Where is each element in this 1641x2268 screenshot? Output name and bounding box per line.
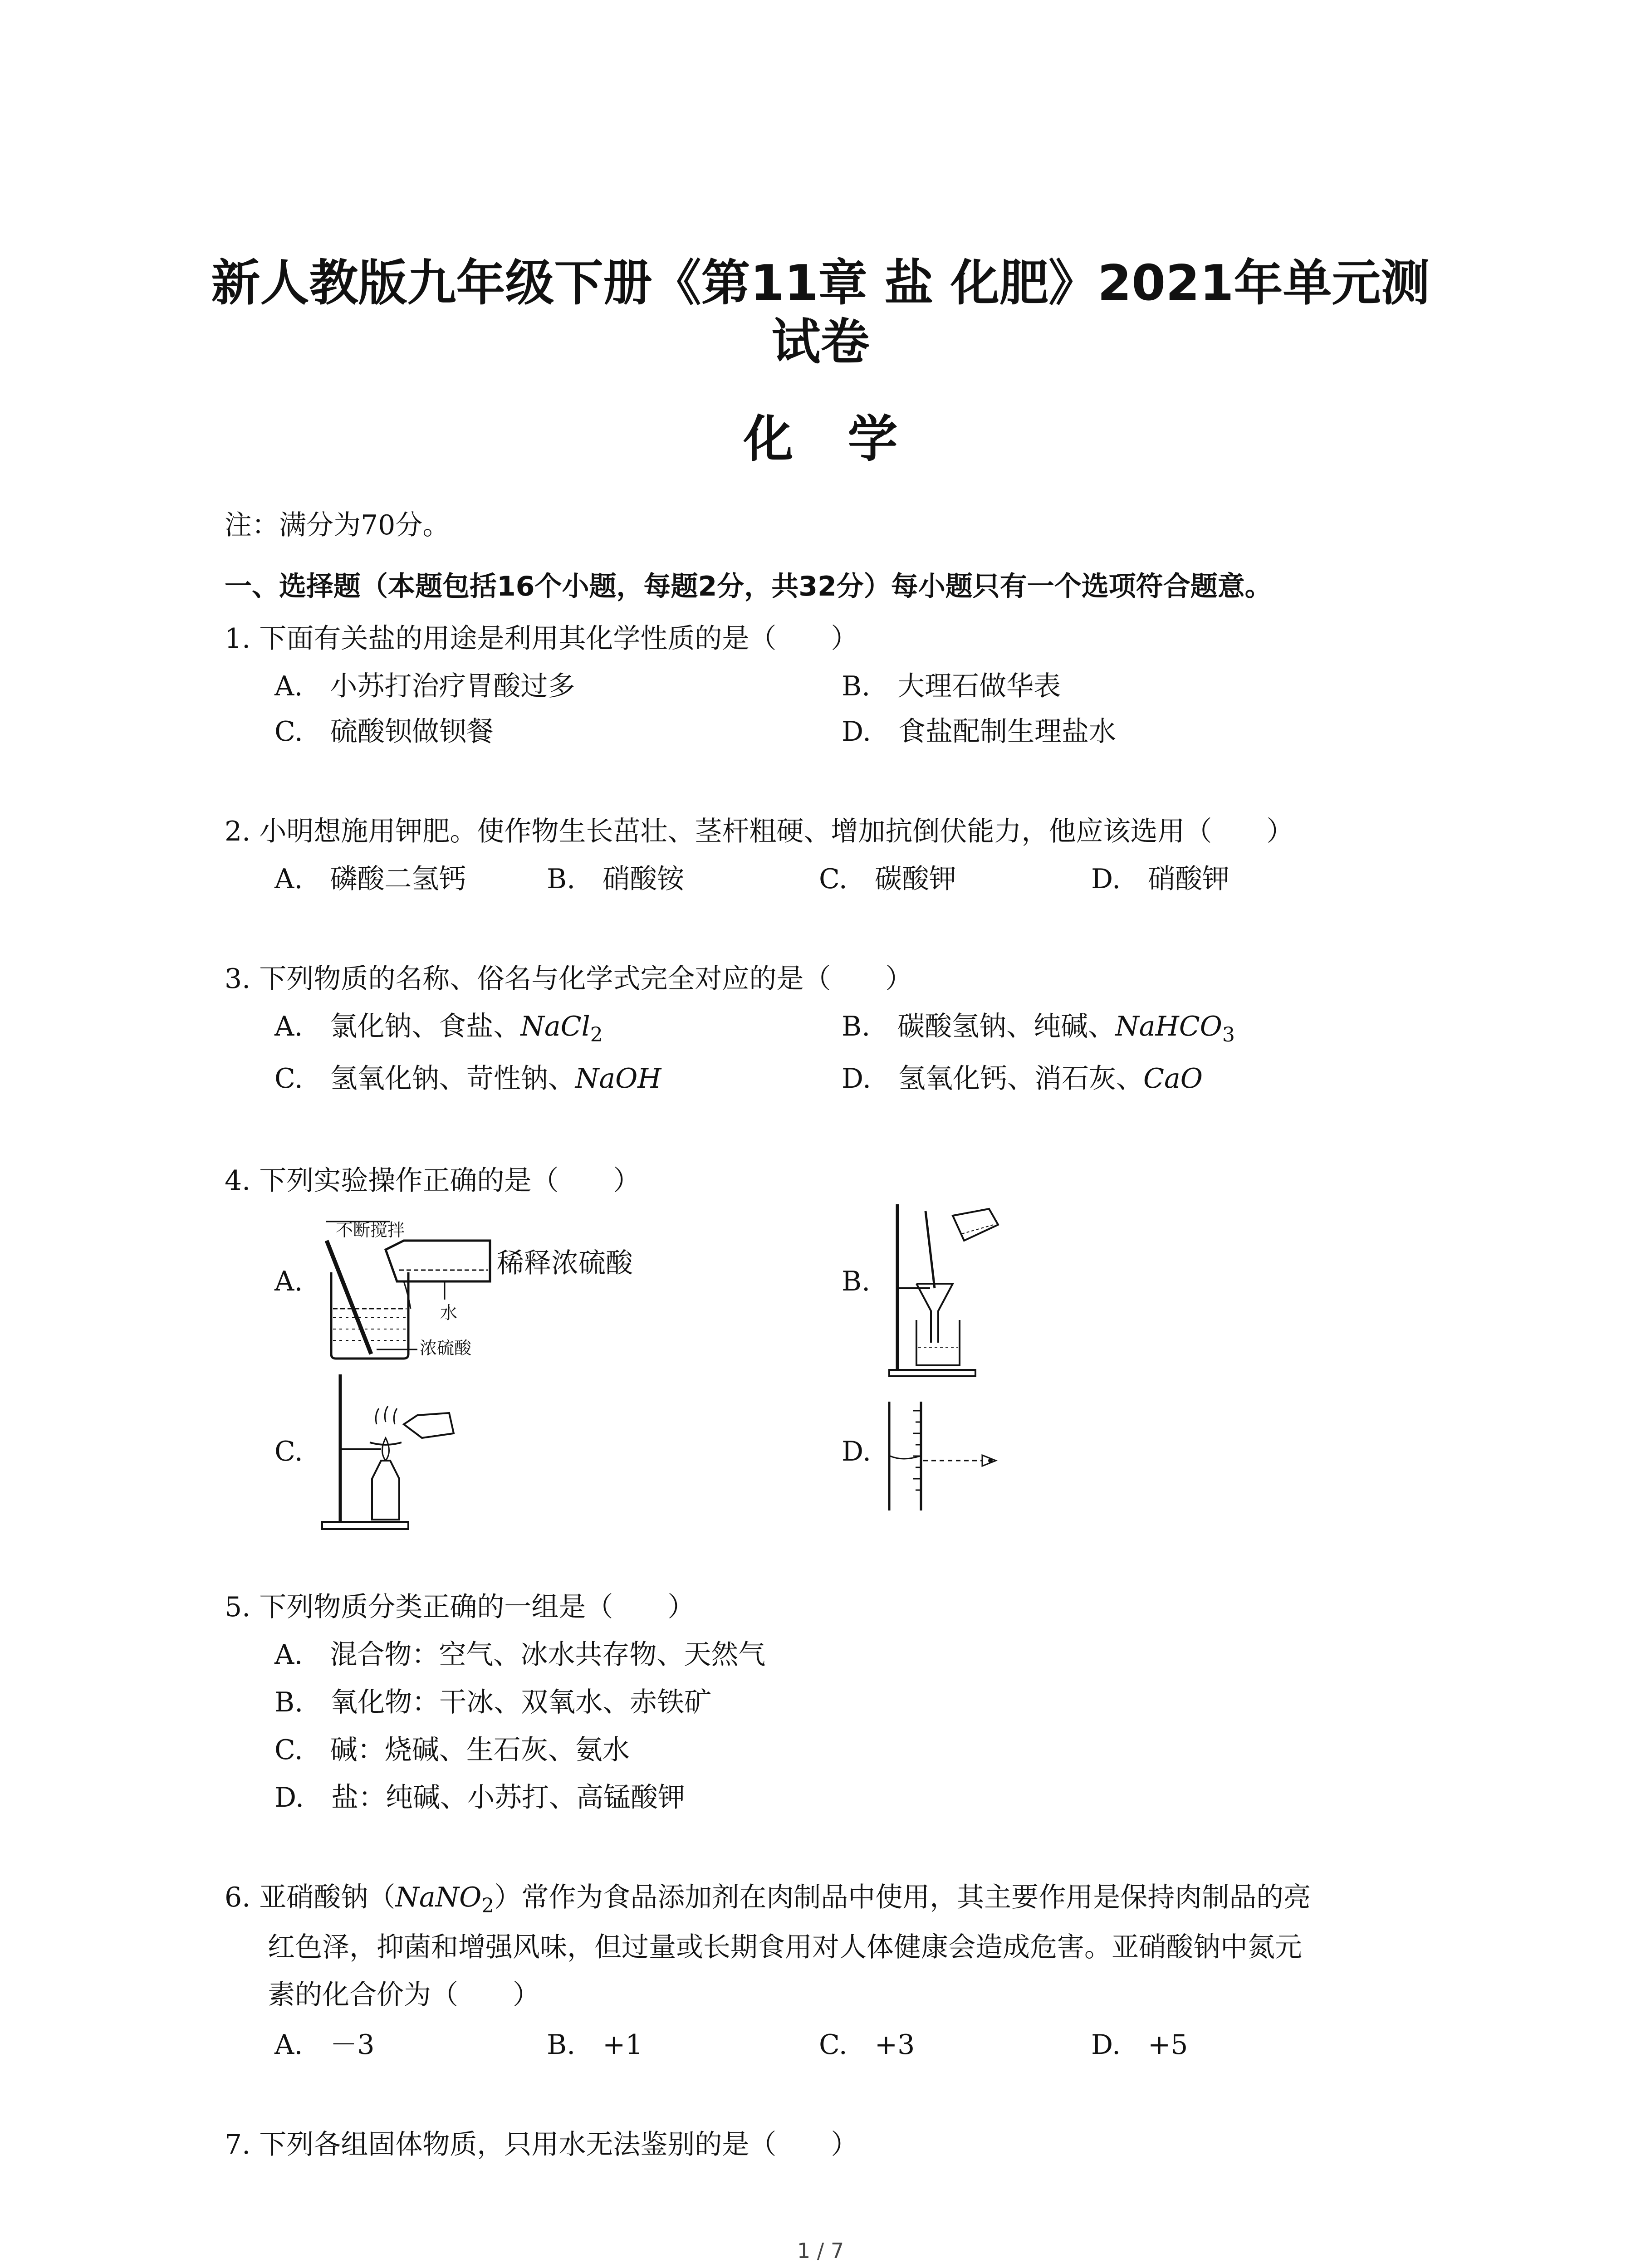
question-6-option-a: A. －3 [274,2029,375,2061]
question-3-option-c-formula: NaOH [575,1063,661,1095]
question-6-formula: NaNO [395,1882,482,1913]
figure-a-stir-label: 不断搅拌 [336,1220,405,1240]
question-3-option-a-subscript: 2 [590,1023,603,1046]
question-3-option-c-text: C. 氢氧化钠、苛性钠、 [274,1063,575,1095]
figure-heating [318,1370,463,1533]
figure-a-acid-label: 浓硫酸 [420,1338,472,1358]
question-2-option-c: C. 碳酸钾 [819,863,956,895]
question-6-stem-line-1 [225,1876,1311,1917]
question-1-option-c: C. 硫酸钡做钡餐 [274,716,494,748]
question-3-stem: 3. 下列物质的名称、俗名与化学式完全对应的是（ ） [225,963,913,995]
question-3-option-b [842,1005,1235,1046]
section-heading: 一、选择题（本题包括16个小题，每题2分，共32分）每小题只有一个选项符合题意。 [225,571,1272,602]
question-6-option-b: B. +1 [547,2029,643,2061]
question-2-option-d: D. 硝酸钾 [1091,863,1230,895]
question-3-option-d-formula: CaO [1143,1063,1203,1095]
figure-filtration [885,1198,1016,1379]
question-4-option-b: B. [842,1266,871,1297]
question-1-option-b: B. 大理石做华表 [842,670,1061,702]
page-title [0,254,1641,372]
question-4-option-a: A. [274,1266,303,1297]
question-5-option-b: B. 氧化物：干冰、双氧水、赤铁矿 [274,1686,712,1718]
question-6-stem-line-2: 红色泽，抑菌和增强风味，但过量或长期食用对人体健康会造成危害。亚硝酸钠中氮元 [268,1931,1302,1963]
question-3-option-d-text: D. 氢氧化钙、消石灰、 [842,1063,1144,1095]
figure-a-water-label: 水 [440,1303,458,1323]
question-5-stem: 5. 下列物质分类正确的一组是（ ） [225,1591,695,1623]
question-6-stem-line-3: 素的化合价为（ ） [268,1979,540,2011]
question-3-option-a-text: A. 氯化钠、食盐、 [274,1011,521,1042]
question-2-option-b: B. 硝酸铵 [547,863,685,895]
question-5-option-a: A. 混合物：空气、冰水共存物、天然气 [274,1639,766,1671]
question-3-option-b-formula: NaHCO [1115,1011,1222,1042]
figure-graduated-cylinder [885,1397,1012,1515]
question-1-option-d: D. 食盐配制生理盐水 [842,716,1117,748]
question-3-option-a-formula: NaCl [520,1011,590,1042]
question-3-option-b-subscript: 3 [1222,1023,1235,1046]
figure-dilute-sulfuric-acid [318,1218,662,1368]
question-3-option-d [842,1057,1203,1096]
question-2-option-a: A. 磷酸二氢钙 [274,863,466,895]
question-1-stem: 1. 下面有关盐的用途是利用其化学性质的是（ ） [225,623,858,655]
question-4-option-c: C. [274,1436,303,1467]
question-6-stem-post: ）常作为食品添加剂在肉制品中使用，其主要作用是保持肉制品的亮 [494,1882,1311,1913]
question-3-option-c [274,1057,661,1096]
question-3-option-b-text: B. 碳酸氢钠、纯碱、 [842,1011,1116,1042]
score-note: 注：满分为70分。 [225,509,450,541]
question-1-option-a: A. 小苏打治疗胃酸过多 [274,670,575,702]
question-2-stem: 2. 小明想施用钾肥。使作物生长茁壮、茎杆粗硬、增加抗倒伏能力，他应该选用（ ） [225,816,1294,847]
question-5-option-c: C. 碱：烧碱、生石灰、氨水 [274,1734,630,1766]
title-line-1: 新人教版九年级下册《第11章 盐 化肥》2021年单元测 [211,255,1430,312]
page-number: 1 / 7 [797,2239,844,2263]
question-4-option-d: D. [842,1436,872,1467]
subject-heading: 化学 [743,410,952,468]
question-6-option-c: C. +3 [819,2029,915,2061]
question-6-formula-subscript: 2 [481,1894,495,1917]
title-line-2: 试卷 [771,314,870,371]
question-4-stem: 4. 下列实验操作正确的是（ ） [225,1165,641,1197]
question-3-option-a [274,1005,603,1046]
figure-a-caption: 稀释浓硫酸 [497,1247,633,1279]
question-5-option-d: D. 盐：纯碱、小苏打、高锰酸钾 [274,1782,686,1813]
question-7-stem: 7. 下列各组固体物质，只用水无法鉴别的是（ ） [225,2129,858,2160]
question-6-option-d: D. +5 [1091,2029,1188,2061]
question-6-stem-pre: 6. 亚硝酸钠（ [225,1882,396,1913]
